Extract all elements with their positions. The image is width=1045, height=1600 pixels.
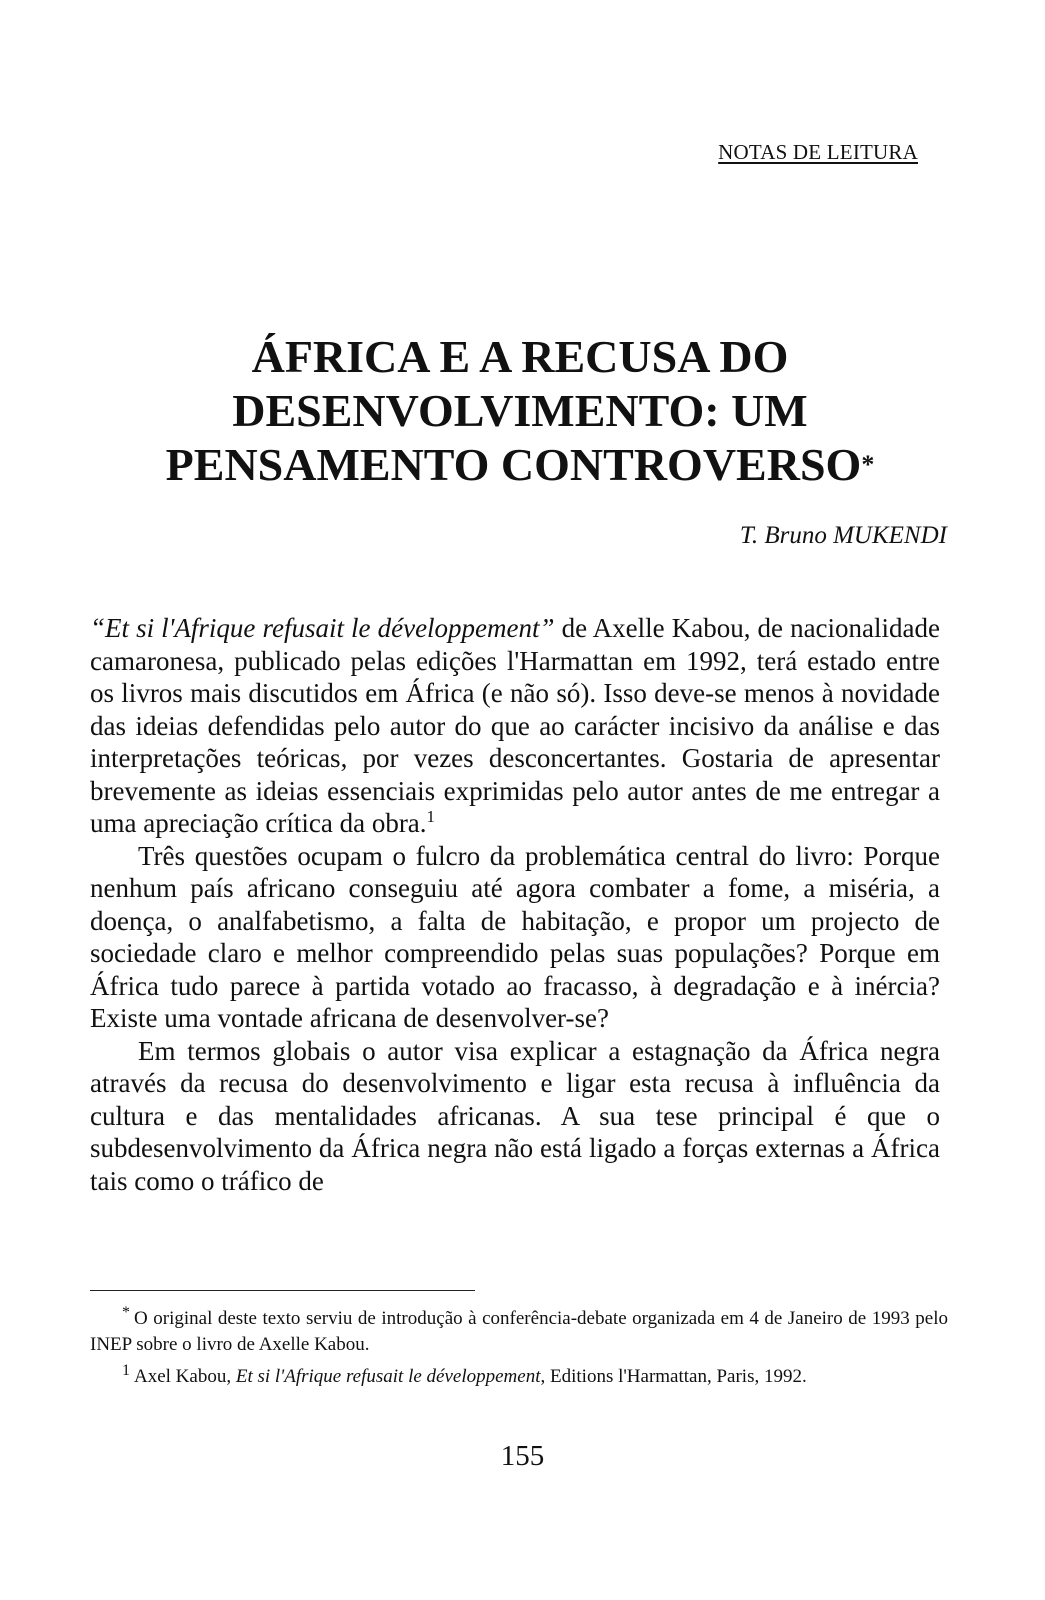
title-line-3: PENSAMENTO CONTROVERSO (165, 439, 862, 490)
author-byline: T. Bruno MUKENDI (739, 522, 947, 549)
footnote-star-mark: * (122, 1303, 130, 1321)
footnote-1-rest: , Editions l'Harmattan, Paris, 1992. (540, 1366, 807, 1387)
title-line-2: DESENVOLVIMENTO: UM (232, 385, 808, 436)
page-number: 155 (500, 1440, 545, 1472)
book-title-quote: “Et si l'Afrique refusait le développement” (90, 613, 555, 643)
running-header: NOTAS DE LEITURA (718, 140, 918, 164)
paragraph-1-text: de Axelle Kabou, de nacionalidade camaronesa, publicado pelas edições l'Harmattan em 1992, terá estado entre os livros mais discutidos em África (e não só). Isso deve-se menos à novidade das ideias defendidas pelo autor do que ao carácter incisivo da análise e das interpretações teóricas, por vezes desconcertantes. Gostaria de apresentar brevemente as ideias essenciais exprimidas pelo autor antes de me entregar a uma apreciação crítica da obra. (90, 613, 940, 838)
footnote-1-author: Axel Kabou, (134, 1366, 236, 1387)
article-title (90, 330, 950, 492)
footnote-1-title: Et si l'Afrique refusait le développement (235, 1366, 541, 1387)
footnote-1 (90, 1361, 948, 1390)
body-text (90, 612, 940, 1197)
footnotes (90, 1303, 948, 1396)
title-footnote-mark: * (861, 450, 875, 479)
footnote-divider (90, 1290, 475, 1291)
title-line-1: ÁFRICA E A RECUSA DO (251, 331, 789, 382)
paragraph-1 (90, 612, 940, 840)
footnote-1-mark: 1 (122, 1361, 130, 1379)
footnote-star-text: O original deste texto serviu de introdução à conferência-debate organizada em 4 de Janeiro de 1993 pelo INEP sobre o livro de Axelle Kabou. (90, 1308, 948, 1355)
footnote-ref-1: 1 (426, 807, 436, 826)
paragraph-2: Três questões ocupam o fulcro da problemática central do livro: Porque nenhum país africano conseguiu até agora combater a fome, a miséria, a doença, o analfabetismo, a falta de habitação, e propor um projecto de sociedade claro e melhor compreendido pelas suas populações? Porque em África tudo parece à partida votado ao fracasso, à degradação e à inércia? Existe uma vontade africana de desenvolver-se? (90, 840, 940, 1033)
footnote-star (90, 1303, 948, 1358)
paragraph-3: Em termos globais o autor visa explicar a estagnação da África negra através da recusa do desenvolvimento e ligar esta recusa à influência da cultura e das mentalidades africanas. A sua tese principal é que o subdesenvolvimento da África negra não está ligado a forças externas a África tais como o tráfico de (90, 1035, 940, 1196)
